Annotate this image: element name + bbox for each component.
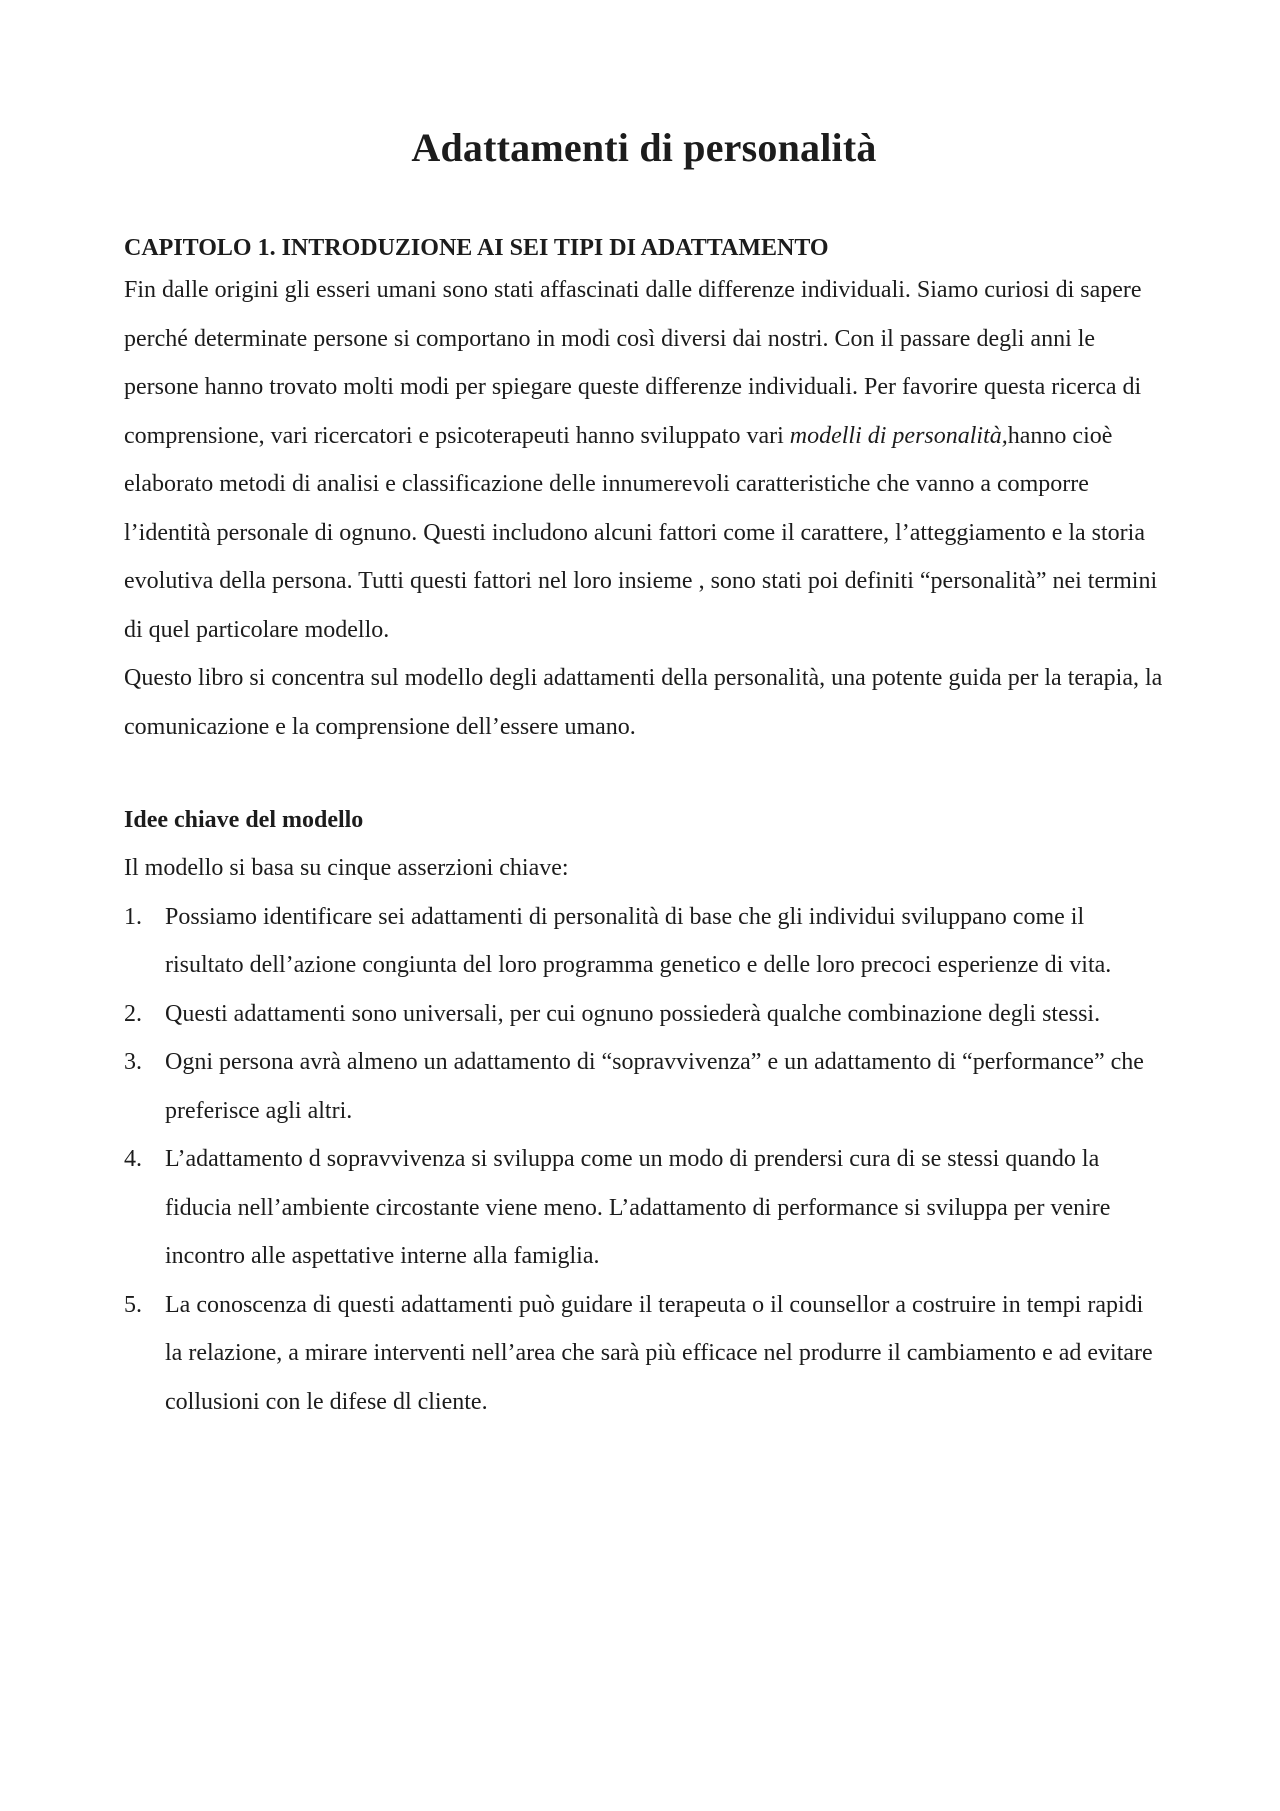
intro-paragraph: [124, 266, 1164, 654]
list-item-text: Questi adattamenti sono universali, per cui ognuno possiederà qualche combinazione degli stessi.: [165, 1000, 1101, 1027]
intro-paragraph-italic-term: modelli di personalità,: [789, 422, 1008, 449]
intro-paragraph-end: hanno cioè elaborato metodi di analisi e classificazione delle innumerevoli caratteristiche che vanno a comporre l’identità personale di ognuno. Questi includono alcuni fattori come il carattere, l’atteggiamento e la storia evolutiva della persona. Tutti questi fattori nel loro insieme , sono stati poi definiti “personalità” nei termini di quel particolare modello.: [124, 422, 1158, 643]
list-item: [124, 1038, 1164, 1135]
list-item-text: Possiamo identificare sei adattamenti di personalità di base che gli individui sviluppano come il risultato dell’azione congiunta del loro programma genetico e delle loro precoci esperienze di vita.: [165, 903, 1112, 978]
list-item: [124, 1135, 1164, 1281]
second-paragraph: Questo libro si concentra sul modello degli adattamenti della personalità, una potente guida per la terapia, la comunicazione e la comprensione dell’essere umano.: [124, 665, 1163, 740]
key-points-list: [124, 893, 1164, 1427]
list-item-text: La conoscenza di questi adattamenti può guidare il terapeuta o il counsellor a costruire in tempi rapidi la relazione, a mirare interventi nell’area che sarà più efficace nel produrre il cambiamento e ad evitare collusioni con le difese dl cliente.: [165, 1291, 1153, 1415]
list-item: [124, 990, 1164, 1039]
list-item-number: 5.: [124, 1291, 142, 1318]
list-item-number: 1.: [124, 903, 142, 930]
list-item-number: 3.: [124, 1049, 142, 1075]
list-item-number: 4.: [124, 1146, 142, 1172]
list-item: [124, 1281, 1164, 1427]
section-heading: Idee chiave del modello: [124, 807, 364, 833]
list-intro: Il modello si basa su cinque asserzioni chiave:: [124, 855, 569, 881]
list-item: [124, 893, 1164, 990]
list-item-number: 2.: [124, 1000, 142, 1027]
list-item-text: L’adattamento d sopravvivenza si sviluppa come un modo di prendersi cura di se stessi quando la fiducia nell’ambiente circostante viene meno. L’adattamento di performance si sviluppa per venire incontro alle aspettative interne alla famiglia.: [165, 1146, 1111, 1269]
intro-paragraph-start: Fin dalle origini gli esseri umani sono stati affascinati dalle differenze individuali. Siamo curiosi di sapere perché determinate persone si comportano in modi così diversi dai nostri. Con il passare degli anni le persone hanno trovato molti modi per spiegare queste differenze individuali. Per favorire questa ricerca di comprensione, vari ricercatori e psicoterapeuti hanno sviluppato vari: [124, 277, 1142, 449]
list-item-text: Ogni persona avrà almeno un adattamento di “sopravvivenza” e un adattamento di “performance” che preferisce agli altri.: [165, 1049, 1144, 1124]
chapter-heading: CAPITOLO 1. INTRODUZIONE AI SEI TIPI DI ADATTAMENTO: [124, 235, 829, 261]
document-title: Adattamenti di personalità: [411, 125, 877, 170]
